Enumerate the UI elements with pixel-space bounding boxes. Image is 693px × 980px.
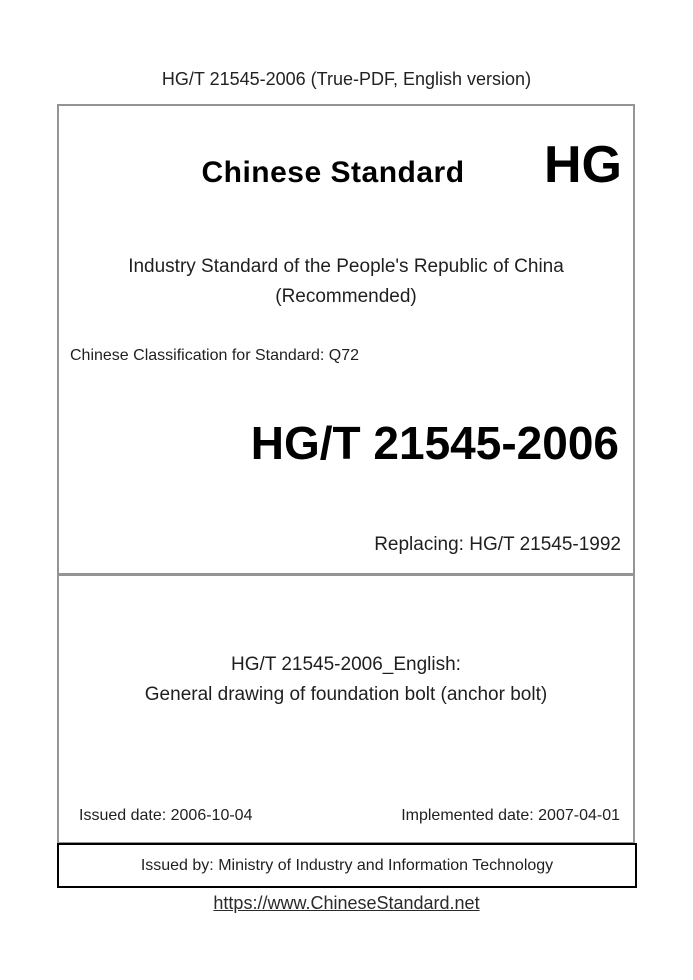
cover-box	[57, 104, 635, 575]
issuer-text: Issued by: Ministry of Industry and Information Technology	[140, 856, 554, 874]
document-header-title: HG/T 21545-2006 (True-PDF, English version)	[161, 69, 532, 89]
replacing-line: Replacing: HG/T 21545-1992	[374, 534, 621, 555]
title-box	[57, 574, 635, 844]
english-title-line1: HG/T 21545-2006_English:	[231, 654, 461, 675]
brand-title: Chinese Standard	[201, 156, 465, 189]
standard-type-line: Industry Standard of the People's Republic of China	[128, 256, 564, 277]
english-title-line2: General drawing of foundation bolt (anchor bolt)	[144, 684, 548, 705]
classification-line: Chinese Classification for Standard: Q72	[70, 347, 360, 364]
standard-code: HG/T 21545-2006	[250, 417, 619, 469]
recommended-line: (Recommended)	[275, 286, 417, 307]
hg-logo: HG	[544, 136, 622, 194]
issuer-box	[57, 843, 637, 888]
footer	[0, 893, 693, 914]
issued-date: Issued date: 2006-10-04	[79, 807, 253, 824]
implemented-date: Implemented date: 2007-04-01	[401, 807, 620, 824]
site-link[interactable]: https://www.ChineseStandard.net	[213, 893, 480, 913]
